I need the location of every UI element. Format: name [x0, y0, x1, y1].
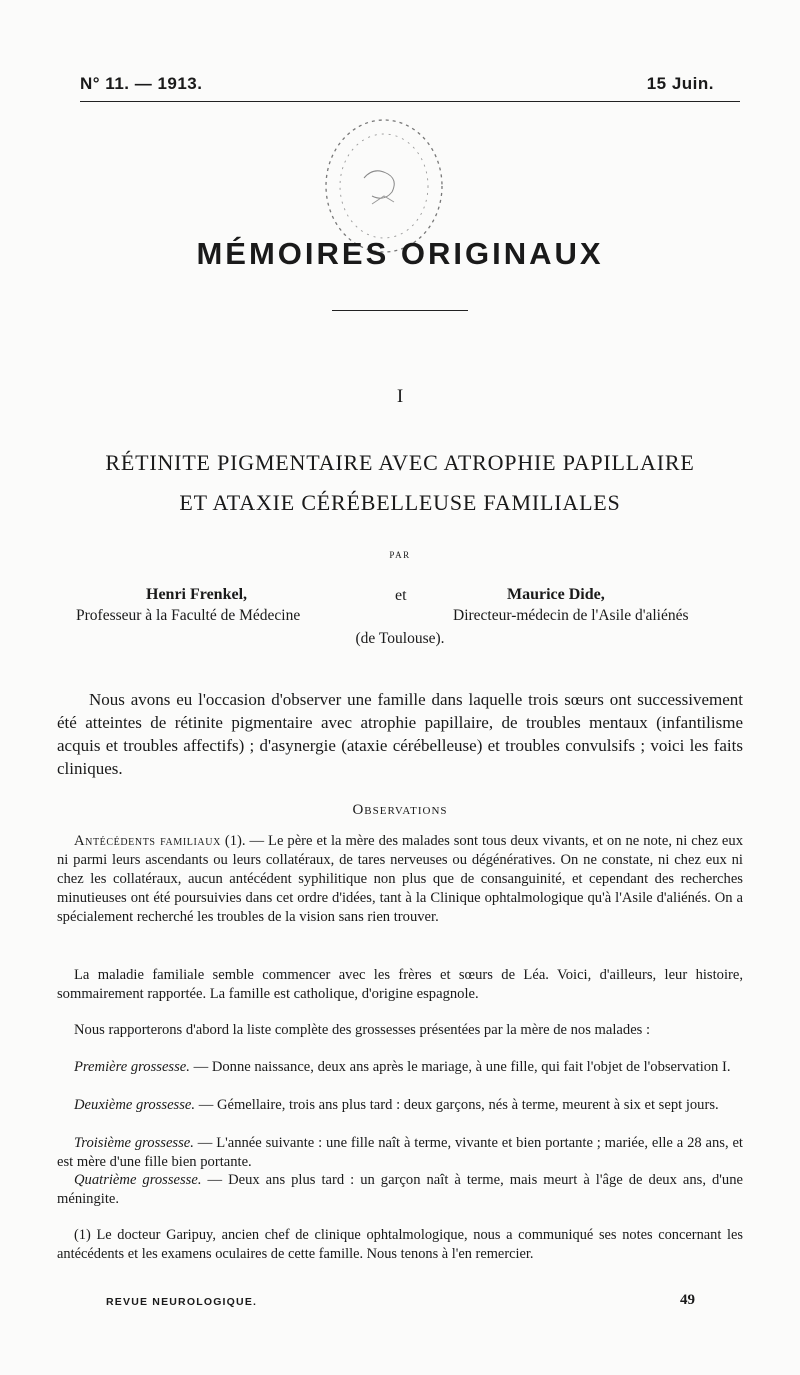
article-title-line2: ET ATAXIE CÉRÉBELLEUSE FAMILIALES — [179, 490, 621, 515]
journal-name: REVUE NEUROLOGIQUE. — [106, 1296, 258, 1308]
paragraph-fourth-pregnancy — [57, 1171, 743, 1209]
paragraph-text: — L'année suivante : une fille naît à terme, vivante et bien portante ; mariée, elle a 28 ans, et est mère d'une fille bien portante. — [57, 1135, 743, 1170]
paragraph-text: — Deux ans plus tard : un garçon naît à terme, mais meurt à l'âge de deux ans, d'une méningite. — [57, 1172, 743, 1207]
paragraph-third-pregnancy — [57, 1134, 743, 1172]
paragraph-lead: Deuxième grossesse. — [74, 1097, 196, 1113]
observations-heading: Observations — [352, 802, 448, 818]
issue-date: 15 Juin. — [646, 74, 714, 93]
paragraph-first-pregnancy — [57, 1058, 743, 1077]
paragraph-second-pregnancy — [57, 1096, 743, 1115]
byline-conjunction: et — [395, 587, 407, 604]
issue-number: N° 11. — 1913. — [80, 74, 203, 93]
author1-affiliation: Professeur à la Faculté de Médecine — [76, 607, 301, 624]
section-title: MÉMOIRES ORIGINAUX — [196, 236, 604, 271]
article-title-line1: RÉTINITE PIGMENTAIRE AVEC ATROPHIE PAPILLAIRE — [105, 450, 695, 475]
page-number: 49 — [680, 1292, 695, 1308]
author-location: (de Toulouse). — [355, 630, 445, 647]
byline-par: PAR — [389, 550, 411, 560]
paragraph-lead: Antécédents familiaux — [74, 833, 221, 849]
paragraph-text: — Gémellaire, trois ans plus tard : deux garçons, nés à terme, meurent à six et sept jours. — [195, 1097, 719, 1113]
running-header — [80, 74, 714, 96]
footnote: (1) Le docteur Garipuy, ancien chef de clinique ophtalmologique, nous a communiqué ses notes concernant les antécédents et les examens oculaires de cette famille. Nous tenons à l'en remercier. — [57, 1227, 743, 1262]
author2-affiliation: Directeur-médecin de l'Asile d'aliénés — [453, 607, 689, 624]
intro-paragraph: Nous avons eu l'occasion d'observer une famille dans laquelle trois sœurs ont successivement été atteintes de rétinite pigmentaire avec atrophie papillaire, de troubles mentaux (infantilisme acquis et troubles affectifs) ; d'asynergie (ataxie cérébelleuse) et troubles convulsifs ; voici les faits cliniques. — [57, 690, 743, 778]
paragraph-family-history — [57, 832, 743, 927]
author1-name: Henri Frenkel, — [146, 586, 248, 603]
paragraph-lead: Troisième grossesse. — [74, 1135, 194, 1151]
paragraph-pregnancy-list: Nous rapporterons d'abord la liste complète des grossesses présentées par la mère de nos malades : — [74, 1022, 651, 1038]
paragraph-familial-disease: La maladie familiale semble commencer avec les frères et sœurs de Léa. Voici, d'ailleurs, leur histoire, sommairement rapportée. La famille est catholique, d'origine espagnole. — [57, 967, 743, 1002]
paragraph-lead: Première grossesse. — [74, 1059, 190, 1075]
paragraph-text: — Donne naissance, deux ans après le mariage, à une fille, qui fait l'objet de l'observation I. — [189, 1059, 731, 1075]
title-rule — [332, 310, 468, 311]
author2-name: Maurice Dide, — [507, 586, 605, 603]
paragraph-text: (1). — Le père et la mère des malades sont tous deux vivants, et on ne note, ni chez eux ni parmi leurs ascendants ou leurs collatéraux, de tares nerveuses ou dégénératives. On ne constate, ni chez eux ni chez les collatéraux, aucun antécédent syphilitique non plus que de consanguinité, et cependant des recherches minutieuses ont été poursuivies dans cet ordre d'idées, tant à la Clinique ophtalmologique qu'à l'Asile d'aliénés. On a spécialement recherché les troubles de la vision sans rien trouver. — [57, 833, 743, 925]
header-rule — [80, 101, 740, 102]
paragraph-lead: Quatrième grossesse. — [74, 1172, 202, 1188]
article-number: I — [396, 386, 404, 407]
